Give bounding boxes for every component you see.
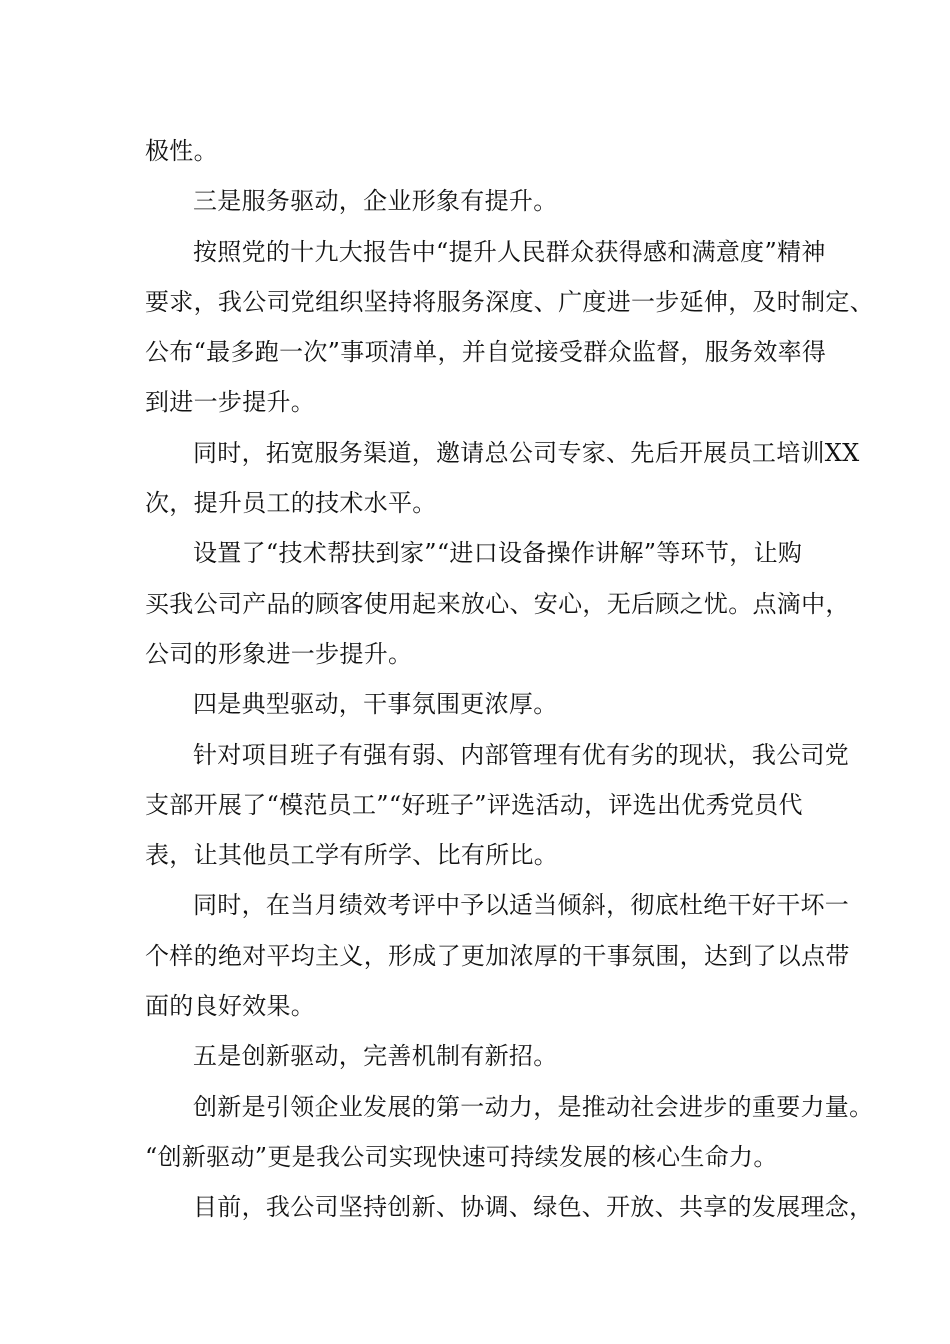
text-line: 个样的绝对平均主义，形成了更加浓厚的干事氛围，达到了以点带 <box>145 941 850 970</box>
text-line: 公司的形象进一步提升。 <box>145 639 413 668</box>
text-line: 目前，我公司坚持创新、协调、绿色、开放、共享的发展理念， <box>193 1193 874 1222</box>
paragraph <box>145 528 850 679</box>
text-line: 四是典型驱动，干事氛围更浓厚。 <box>193 690 558 719</box>
text-line: 要求，我公司党组织坚持将服务深度、广度进一步延伸，及时制定、 <box>145 287 874 316</box>
text-line: 表，让其他员工学有所学、比有所比。 <box>145 841 559 870</box>
paragraph <box>145 1082 874 1183</box>
text-line: 支部开展了“模范员工”“好班子”评选活动，评选出优秀党员代 <box>145 790 803 819</box>
text-line: 按照党的十九大报告中“提升人民群众获得感和满意度”精神 <box>193 237 826 266</box>
text-line: 创新是引领企业发展的第一动力，是推动社会进步的重要力量。 <box>193 1092 874 1121</box>
paragraph <box>145 176 805 226</box>
text-line: 面的良好效果。 <box>145 992 316 1021</box>
text-line: 买我公司产品的顾客使用起来放心、安心，无后顾之忧。点滴中， <box>145 589 850 618</box>
text-line: “创新驱动”更是我公司实现快速可持续发展的核心生命力。 <box>145 1142 778 1171</box>
text-line: 设置了“技术帮扶到家”“进口设备操作讲解”等环节，让购 <box>193 539 803 568</box>
paragraph <box>145 880 850 1031</box>
text-line: 极性。 <box>145 137 218 165</box>
paragraph <box>145 227 874 428</box>
text-line: 公布“最多跑一次”事项清单，并自觉接受群众监督，服务效率得 <box>145 338 827 367</box>
paragraph <box>145 1031 805 1081</box>
document-body <box>145 126 874 1233</box>
text-line: 五是创新驱动，完善机制有新招。 <box>193 1042 558 1071</box>
text-line: 次，提升员工的技术水平。 <box>145 489 437 518</box>
paragraph <box>145 428 860 529</box>
paragraph <box>145 679 805 729</box>
text-line: 到进一步提升。 <box>145 388 316 417</box>
text-line: 三是服务驱动，企业形象有提升。 <box>193 187 558 216</box>
paragraph <box>145 1182 874 1232</box>
paragraph <box>145 126 805 176</box>
text-line: 针对项目班子有强有弱、内部管理有优有劣的现状，我公司党 <box>193 740 850 769</box>
text-line: 同时，在当月绩效考评中予以适当倾斜，彻底杜绝干好干坏一 <box>193 891 850 920</box>
paragraph <box>145 730 850 881</box>
text-line: 同时，拓宽服务渠道，邀请总公司专家、先后开展员工培训XX <box>193 438 860 467</box>
